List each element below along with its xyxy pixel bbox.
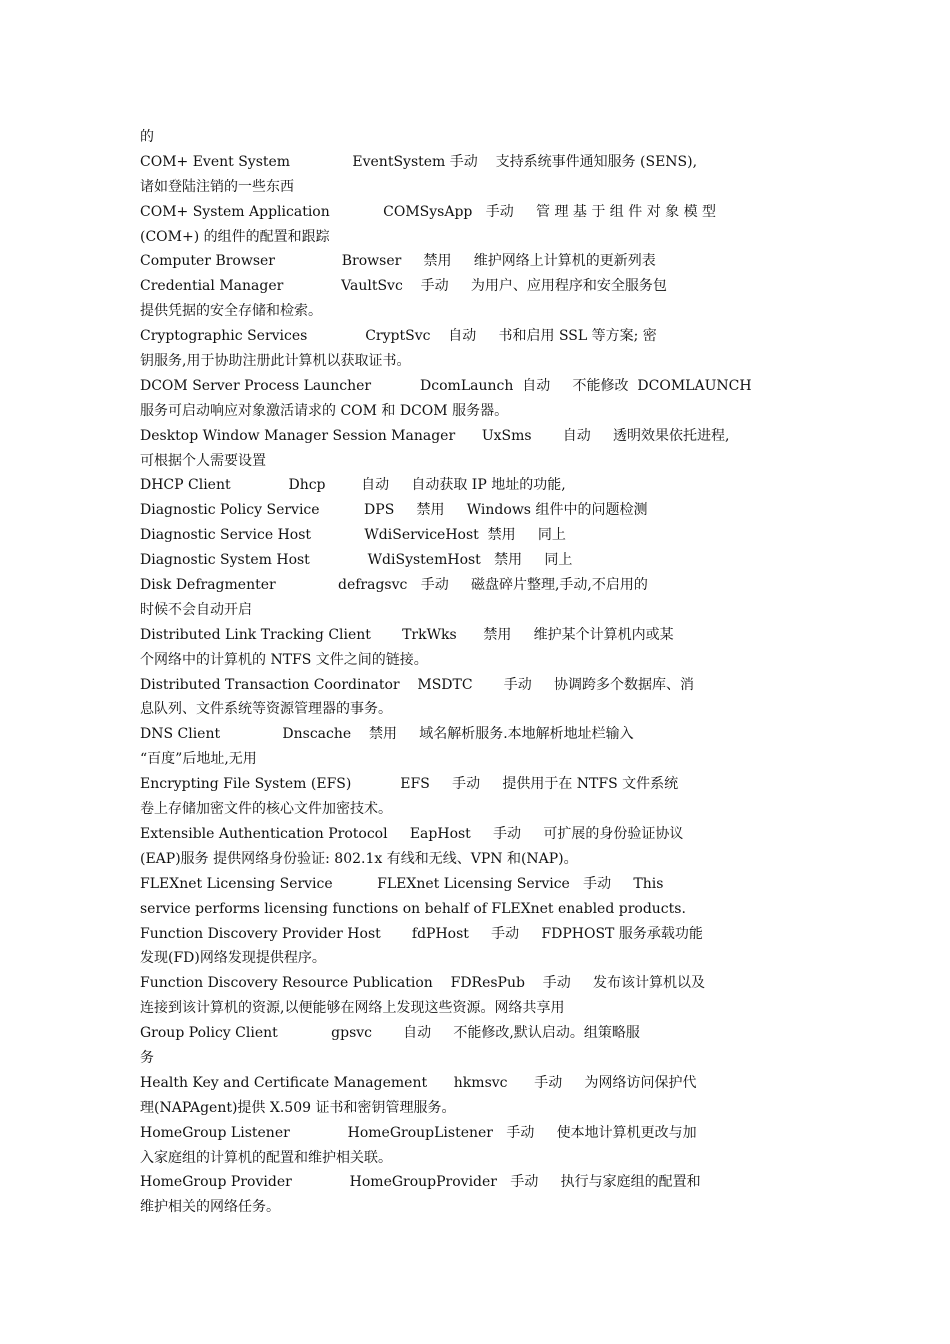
text-line: FLEXnet Licensing Service FLEXnet Licensing Service 手动 This	[140, 875, 664, 892]
text-line: 维护相关的网络任务。	[140, 1199, 280, 1216]
text-line: Diagnostic Service Host WdiServiceHost 禁用 同上	[140, 527, 566, 544]
text-line: Extensible Authentication Protocol EapHost 手动 可扩展的身份验证协议	[140, 825, 684, 842]
text-line: 可根据个人需要设置	[140, 452, 266, 469]
text-line: Cryptographic Services CryptSvc 自动 书和启用 SSL 等方案; 密	[140, 328, 657, 345]
text-line: Diagnostic Policy Service DPS 禁用 Windows 组件中的问题检测	[140, 502, 648, 519]
text-line: COM+ Event System EventSystem 手动 支持系统事件通知服务 (SENS),	[140, 153, 698, 170]
text-line: Distributed Transaction Coordinator MSDTC 手动 协调跨多个数据库、消	[140, 676, 694, 693]
text-line: Credential Manager VaultSvc 手动 为用户、应用程序和安全服务包	[140, 278, 667, 295]
text-line: Desktop Window Manager Session Manager UxSms 自动 透明效果依托进程,	[140, 427, 730, 444]
text-line: 连接到该计算机的资源,以便能够在网络上发现这些资源。网络共享用	[140, 1000, 565, 1017]
text-line: Distributed Link Tracking Client TrkWks 禁用 维护某个计算机内或某	[140, 626, 674, 643]
text-line: Diagnostic System Host WdiSystemHost 禁用 同上	[140, 552, 573, 569]
text-line: DNS Client Dnscache 禁用 域名解析服务.本地解析地址栏输入	[140, 726, 634, 743]
text-line: 个网络中的计算机的 NTFS 文件之间的链接。	[140, 651, 428, 668]
text-line: Encrypting File System (EFS) EFS 手动 提供用于在 NTFS 文件系统	[140, 776, 679, 793]
text-line: Disk Defragmenter defragsvc 手动 磁盘碎片整理,手动,不启用的	[140, 577, 648, 594]
text-line: 理(NAPAgent)提供 X.509 证书和密钥管理服务。	[140, 1099, 456, 1116]
text-line: 发现(FD)网络发现提供程序。	[140, 950, 326, 967]
text-line: (COM+) 的组件的配置和跟踪	[140, 228, 330, 245]
text-line: 提供凭据的安全存储和检索。	[140, 303, 322, 320]
text-line: HomeGroup Listener HomeGroupListener 手动 使本地计算机更改与加	[140, 1124, 697, 1141]
text-line: HomeGroup Provider HomeGroupProvider 手动 执行与家庭组的配置和	[140, 1174, 701, 1191]
text-line: 钥服务,用于协助注册此计算机以获取证书。	[140, 353, 411, 370]
text-line: 诸如登陆注销的一些东西	[140, 178, 294, 195]
text-line: 入家庭组的计算机的配置和维护相关联。	[140, 1149, 392, 1166]
text-line: service performs licensing functions on behalf of FLEXnet enabled products.	[140, 900, 686, 917]
text-line: DCOM Server Process Launcher DcomLaunch 自动 不能修改 DCOMLAUNCH	[140, 377, 752, 394]
text-line: COM+ System Application COMSysApp 手动 管 理 基 于 组 件 对 象 模 型	[140, 203, 717, 220]
text-line: 息队列、文件系统等资源管理器的事务。	[140, 701, 392, 718]
text-line: 卷上存储加密文件的核心文件加密技术。	[140, 801, 392, 818]
text-line: (EAP)服务 提供网络身份验证: 802.1x 有线和无线、VPN 和(NAP)。	[140, 850, 578, 867]
text-line: 时候不会自动开启	[140, 601, 252, 618]
text-line: Group Policy Client gpsvc 自动 不能修改,默认启动。组策略服	[140, 1025, 640, 1042]
text-line: “百度”后地址,无用	[140, 751, 257, 768]
text-line: Function Discovery Provider Host fdPHost 手动 FDPHOST 服务承载功能	[140, 925, 703, 942]
text-line: Health Key and Certificate Management hkmsvc 手动 为网络访问保护代	[140, 1074, 697, 1091]
text-line: 务	[140, 1049, 154, 1066]
text-line: 的	[140, 129, 154, 145]
text-line: Computer Browser Browser 禁用 维护网络上计算机的更新列表	[140, 253, 656, 270]
text-line: Function Discovery Resource Publication FDResPub 手动 发布该计算机以及	[140, 975, 706, 992]
text-line: 服务可启动响应对象激活请求的 COM 和 DCOM 服务器。	[140, 402, 509, 419]
text-line: DHCP Client Dhcp 自动 自动获取 IP 地址的功能,	[140, 477, 566, 494]
document-body	[140, 125, 816, 1220]
